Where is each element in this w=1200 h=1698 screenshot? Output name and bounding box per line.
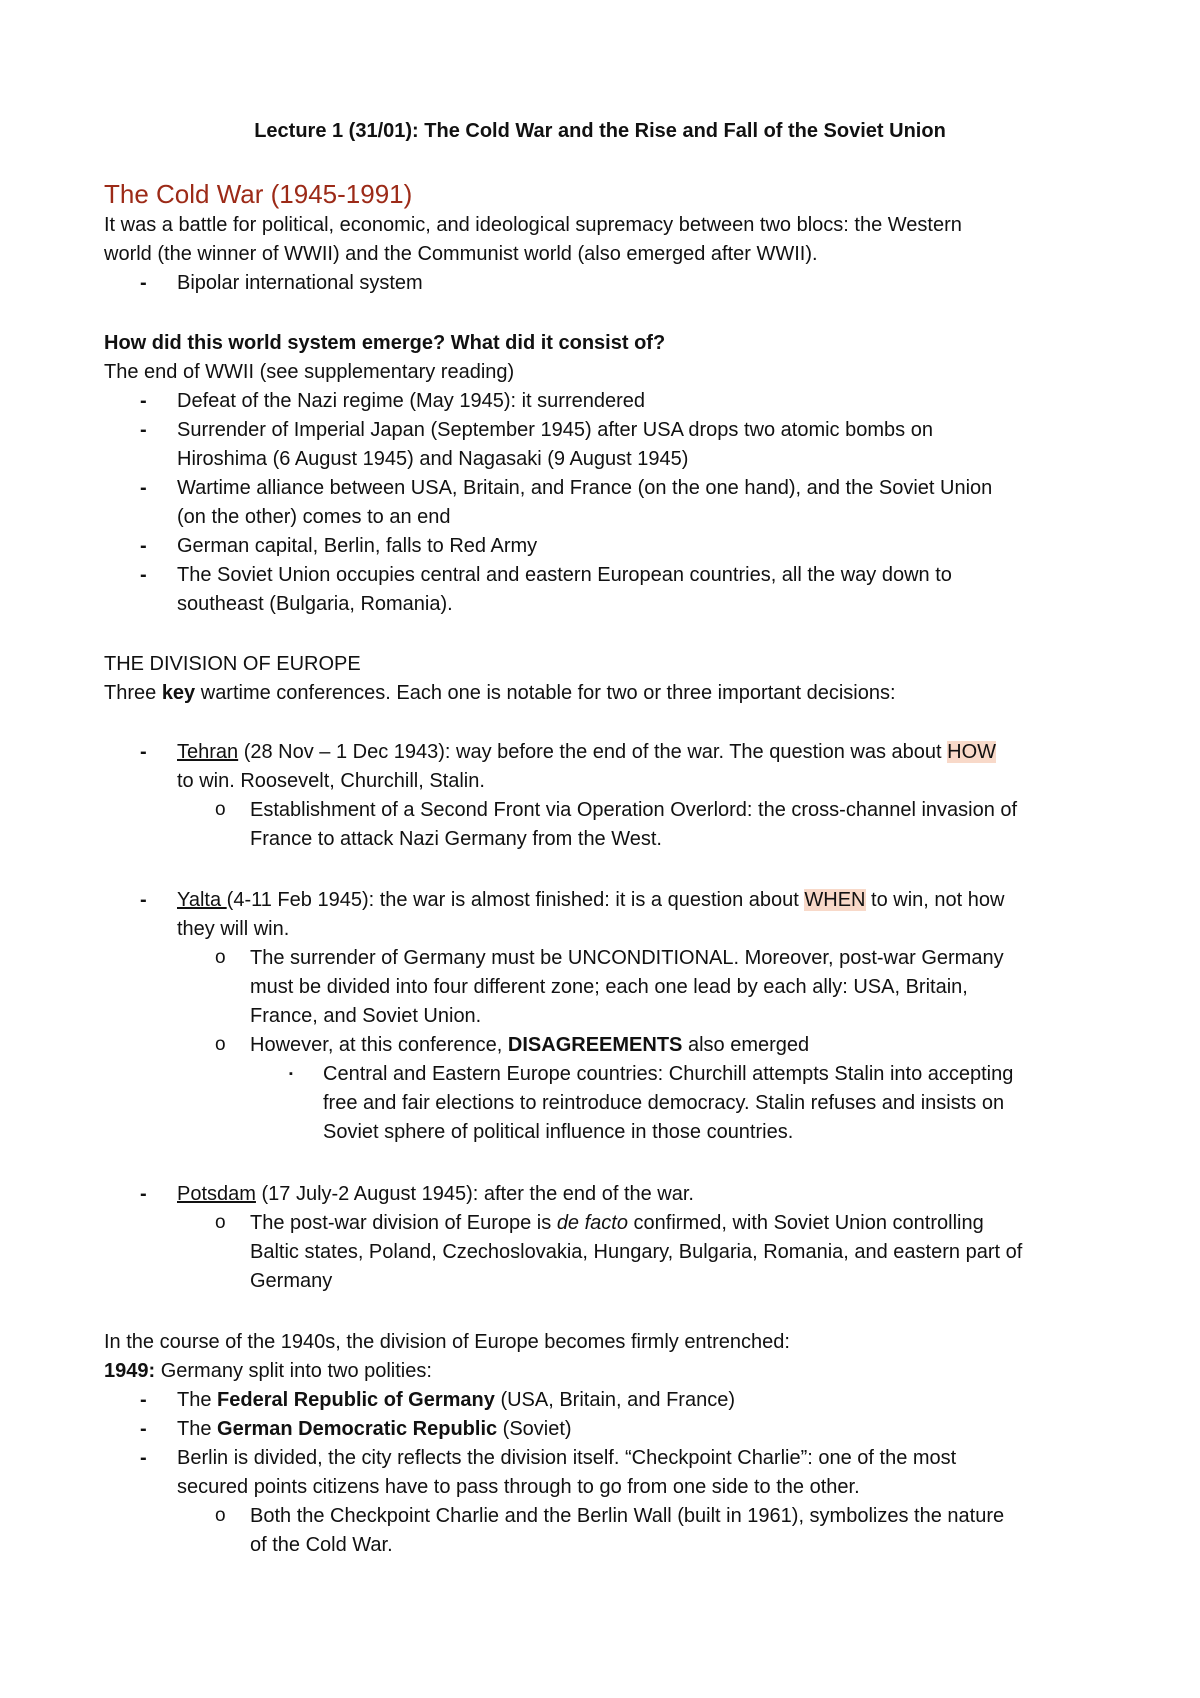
dash-bullet: - [140, 741, 147, 763]
end-wwii-bullet-5-line-1: The Soviet Union occupies central and eastern European countries, all the way down to [177, 564, 952, 586]
wall-line-2: of the Cold War. [250, 1534, 393, 1556]
tehran-sub-1-line-1: Establishment of a Second Front via Operation Overlord: the cross-channel invasion of [250, 799, 1018, 821]
frg-name: Federal Republic of Germany [217, 1389, 495, 1411]
dash-bullet: - [140, 1389, 147, 1411]
yalta-line-1 [177, 886, 1004, 914]
dash-bullet: - [140, 272, 147, 294]
division-intro [104, 679, 896, 707]
gdr-post: (Soviet) [497, 1418, 572, 1440]
circle-bullet: o [215, 947, 226, 968]
potsdam-sub-1-post: confirmed, with Soviet Union controlling [627, 1212, 984, 1234]
dash-bullet: - [140, 477, 147, 499]
section-heading: The Cold War (1945-1991) [104, 179, 413, 209]
berlin-line-2: secured points citizens have to pass through to go from one side to the other. [177, 1476, 860, 1498]
question-heading: How did this world system emerge? What did it consist of? [104, 332, 666, 354]
frg-line [177, 1386, 735, 1414]
circle-bullet: o [215, 799, 226, 820]
forties-intro: In the course of the 1940s, the division of Europe becomes firmly entrenched: [104, 1331, 790, 1353]
circle-bullet: o [215, 1505, 226, 1526]
potsdam-sub-1-line-2: Baltic states, Poland, Czechoslovakia, Hungary, Bulgaria, Romania, and eastern part of [250, 1241, 1023, 1263]
circle-bullet: o [215, 1212, 226, 1233]
wall-line-1: Both the Checkpoint Charlie and the Berlin Wall (built in 1961), symbolizes the nature [250, 1505, 1005, 1527]
yalta-sub-2 [250, 1031, 809, 1059]
dash-bullet: - [140, 889, 147, 911]
dash-bullet: - [140, 419, 147, 441]
end-wwii-bullet-3-line-1: Wartime alliance between USA, Britain, and France (on the one hand), and the Soviet Union [177, 477, 993, 499]
end-wwii-bullet-3-line-2: (on the other) comes to an end [177, 506, 451, 528]
tehran-line-2: to win. Roosevelt, Churchill, Stalin. [177, 770, 485, 792]
gdr-pre: The [177, 1418, 218, 1440]
yalta-sub-1-line-3: France, and Soviet Union. [250, 1005, 482, 1027]
end-wwii-bullet-4: German capital, Berlin, falls to Red Army [177, 535, 538, 557]
yalta-sub-2-bold: DISAGREEMENTS [507, 1034, 683, 1056]
yalta-sub-2-post: also emerged [682, 1034, 810, 1056]
intro-bullet: Bipolar international system [177, 272, 423, 294]
circle-bullet: o [215, 1034, 226, 1055]
potsdam-sub-1-pre: The post-war division of Europe is [250, 1212, 557, 1234]
dash-bullet: - [140, 1418, 147, 1440]
tehran-line-1-rest: (28 Nov – 1 Dec 1943): way before the end of the war. The question was about [238, 741, 948, 763]
frg-pre: The [177, 1389, 218, 1411]
potsdam-line-1 [177, 1180, 694, 1208]
yalta-tertiary-line-3: Soviet sphere of political influence in those countries. [323, 1121, 794, 1143]
end-wwii-bullet-5-line-2: southeast (Bulgaria, Romania). [177, 593, 453, 615]
yalta-name: Yalta [177, 889, 227, 911]
dash-bullet: - [140, 535, 147, 557]
dash-bullet: - [140, 564, 147, 586]
potsdam-line-1-rest: (17 July-2 August 1945): after the end of the war. [255, 1183, 694, 1205]
potsdam-sub-1-line-1 [250, 1209, 984, 1237]
potsdam-sub-1-italic: de facto [556, 1212, 628, 1234]
division-intro-pre: Three [104, 682, 162, 704]
yalta-sub-2-pre: However, at this conference, [250, 1034, 508, 1056]
yalta-line-1-end: to win, not how [865, 889, 1005, 911]
yalta-tertiary-line-2: free and fair elections to reintroduce democracy. Stalin refuses and insists on [323, 1092, 1005, 1114]
intro-line-2: world (the winner of WWII) and the Communist world (also emerged after WWII). [104, 243, 818, 265]
potsdam-name: Potsdam [177, 1183, 256, 1205]
yalta-sub-1-line-2: must be divided into four different zone; each one lead by each ally: USA, Britain, [250, 976, 968, 998]
end-wwii-bullet-2-line-2: Hiroshima (6 August 1945) and Nagasaki (9 August 1945) [177, 448, 689, 470]
frg-post: (USA, Britain, and France) [494, 1389, 735, 1411]
page-title: Lecture 1 (31/01): The Cold War and the Rise and Fall of the Soviet Union [254, 120, 946, 142]
division-heading: THE DIVISION OF EUROPE [104, 653, 361, 675]
tehran-line-1 [177, 738, 996, 766]
yalta-tertiary-line-1: Central and Eastern Europe countries: Churchill attempts Stalin into accepting [323, 1063, 1014, 1085]
potsdam-sub-1-line-3: Germany [250, 1270, 333, 1292]
berlin-line-1: Berlin is divided, the city reflects the division itself. “Checkpoint Charlie”: one of the most [177, 1447, 957, 1469]
yalta-sub-1-line-1: The surrender of Germany must be UNCONDITIONAL. Moreover, post-war Germany [250, 947, 1004, 969]
dash-bullet: - [140, 1447, 147, 1469]
year-1949-rest: Germany split into two polities: [155, 1360, 432, 1382]
end-wwii-intro: The end of WWII (see supplementary reading) [104, 361, 515, 383]
tehran-sub-1-line-2: France to attack Nazi Germany from the West. [250, 828, 662, 850]
division-intro-post: wartime conferences. Each one is notable for two or three important decisions: [195, 682, 896, 704]
square-bullet: ▪ [289, 1068, 293, 1080]
tehran-highlight-how: HOW [947, 741, 997, 763]
end-wwii-bullet-2-line-1: Surrender of Imperial Japan (September 1945) after USA drops two atomic bombs on [177, 419, 933, 441]
tehran-name: Tehran [177, 741, 239, 763]
dash-bullet: - [140, 1183, 147, 1205]
yalta-line-2: they will win. [177, 918, 290, 940]
gdr-line [177, 1415, 572, 1443]
intro-line-1: It was a battle for political, economic, and ideological supremacy between two blocs: the Western [104, 214, 962, 236]
division-intro-key: key [161, 682, 196, 704]
end-wwii-bullet-1: Defeat of the Nazi regime (May 1945): it surrendered [177, 390, 645, 412]
year-1949: 1949: [104, 1360, 156, 1382]
dash-bullet: - [140, 390, 147, 412]
forties-1949 [104, 1357, 432, 1385]
yalta-line-1-rest: (4-11 Feb 1945): the war is almost finished: it is a question about [226, 889, 805, 911]
gdr-name: German Democratic Republic [217, 1418, 498, 1440]
yalta-highlight-when: WHEN [804, 889, 866, 911]
